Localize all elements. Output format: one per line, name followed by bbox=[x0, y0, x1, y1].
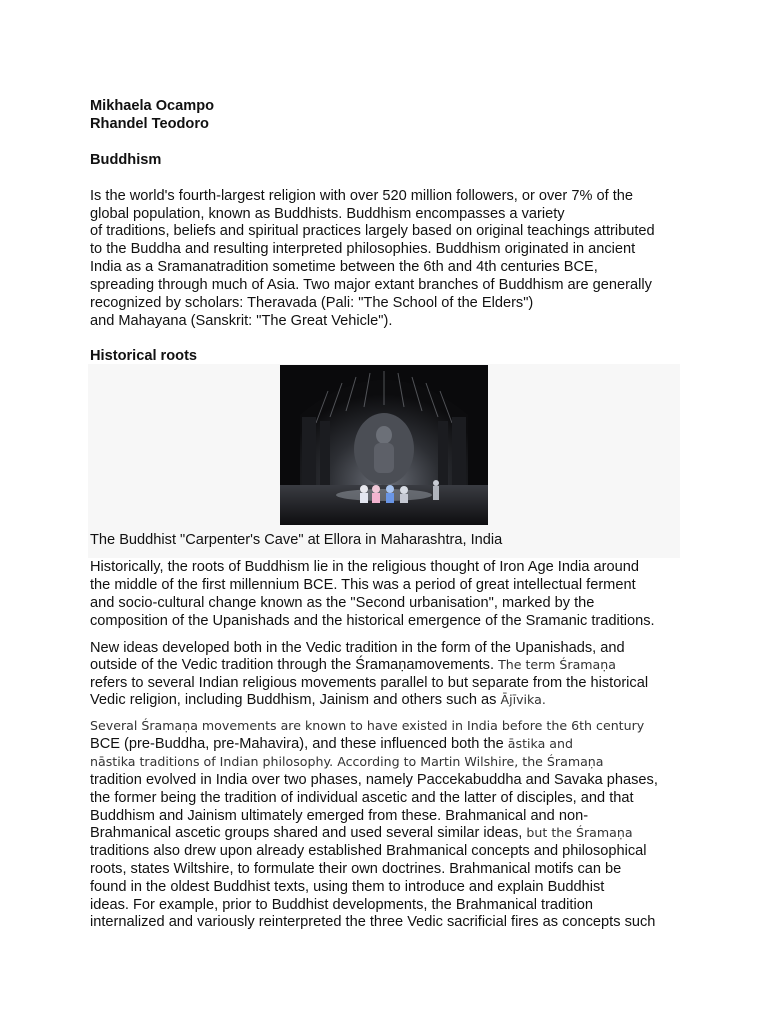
body-line bbox=[90, 735, 573, 753]
body-text: found in the oldest Buddhist texts, using them to introduce and explain Buddhist bbox=[90, 879, 605, 895]
body-line: and socio-cultural change known as the "Second urbanisation", marked by the bbox=[90, 595, 595, 611]
body-text: ideas. For example, prior to Buddhist developments, the Brahmanical tradition bbox=[90, 897, 593, 913]
body-text: internalized and variously reinterpreted the three Vedic sacrificial fires as concepts such bbox=[90, 914, 656, 930]
body-line bbox=[90, 842, 647, 860]
body-line bbox=[90, 913, 655, 931]
body-text: roots, states Wiltshire, to formulate their own doctrines. Brahmanical motifs can be bbox=[90, 861, 622, 877]
body-text: Buddhism and Jainism ultimately emerged from these. Brahmanical and non- bbox=[90, 808, 589, 824]
body-line: to the Buddha and resulting interpreted philosophies. Buddhism originated in ancient bbox=[90, 241, 636, 257]
body-line bbox=[90, 789, 634, 807]
body-line: and Mahayana (Sanskrit: "The Great Vehicle"). bbox=[90, 313, 393, 329]
body-text: refers to several Indian religious movements parallel to but separate from the historical bbox=[90, 675, 649, 691]
body-text-alt: The term Śramaṇa bbox=[498, 657, 616, 672]
body-line: composition of the Upanishads and the historical emergence of the Sramanic traditions. bbox=[90, 613, 655, 629]
body-line bbox=[90, 691, 546, 709]
section-heading: Historical roots bbox=[90, 348, 198, 364]
body-line: the middle of the first millennium BCE. This was a period of great intellectual ferment bbox=[90, 577, 636, 593]
body-line bbox=[90, 717, 644, 735]
body-line bbox=[90, 807, 588, 825]
body-line bbox=[90, 878, 604, 896]
body-text-alt: but the Śramaṇa bbox=[526, 825, 633, 840]
body-line: Historically, the roots of Buddhism lie in the religious thought of Iron Age India around bbox=[90, 559, 639, 575]
author-name: Rhandel Teodoro bbox=[90, 116, 209, 132]
body-text: the former being the tradition of individual ascetic and the latter of disciples, and that bbox=[90, 790, 634, 806]
body-text: Vedic religion, including Buddhism, Jainism and others such as bbox=[90, 692, 501, 708]
body-text-alt: nāstika traditions of Indian philosophy. bbox=[90, 754, 334, 769]
body-text: tradition evolved in India over two phases, namely Paccekabuddha and Savaka phases, bbox=[90, 772, 658, 788]
body-text-alt: According to Martin Wilshire, the Śramaṇa bbox=[337, 754, 604, 769]
body-line: spreading through much of Asia. Two major extant branches of Buddhism are generally bbox=[90, 277, 652, 293]
body-text: BCE (pre-Buddha, pre-Mahavira), and these influenced both the bbox=[90, 736, 508, 752]
body-text: Brahmanical ascetic groups shared and used several similar ideas, bbox=[90, 825, 527, 841]
body-line: of traditions, beliefs and spiritual practices largely based on original teachings attributed bbox=[90, 223, 655, 239]
author-name: Mikhaela Ocampo bbox=[90, 98, 215, 114]
body-line bbox=[90, 656, 616, 674]
body-line bbox=[90, 639, 625, 657]
body-line bbox=[90, 860, 621, 878]
body-text-alt: Several Śramaṇa movements are known to have existed in India before the 6th century bbox=[90, 718, 645, 733]
body-line: India as a Sramanatradition sometime between the 6th and 4th centuries BCE, bbox=[90, 259, 598, 275]
document-title: Buddhism bbox=[90, 152, 162, 168]
body-line bbox=[90, 674, 648, 692]
body-line: global population, known as Buddhists. Buddhism encompasses a variety bbox=[90, 206, 565, 222]
body-text-alt: āstika and bbox=[507, 736, 573, 751]
body-text-alt: Ājīvika. bbox=[500, 692, 546, 707]
body-text: New ideas developed both in the Vedic tradition in the form of the Upanishads, and bbox=[90, 640, 625, 656]
body-line bbox=[90, 753, 604, 771]
cave-photo bbox=[280, 365, 488, 525]
body-line bbox=[90, 771, 658, 789]
body-line: Is the world's fourth-largest religion with over 520 million followers, or over 7% of the bbox=[90, 188, 633, 204]
body-line bbox=[90, 824, 633, 842]
body-line: recognized by scholars: Theravada (Pali: "The School of the Elders") bbox=[90, 295, 534, 311]
body-text: traditions also drew upon already established Brahmanical concepts and philosophical bbox=[90, 843, 647, 859]
figure-caption: The Buddhist "Carpenter's Cave" at Ellora in Maharashtra, India bbox=[90, 532, 503, 548]
body-line bbox=[90, 896, 593, 914]
body-text: outside of the Vedic tradition through the Śramaṇamovements. bbox=[90, 657, 499, 673]
